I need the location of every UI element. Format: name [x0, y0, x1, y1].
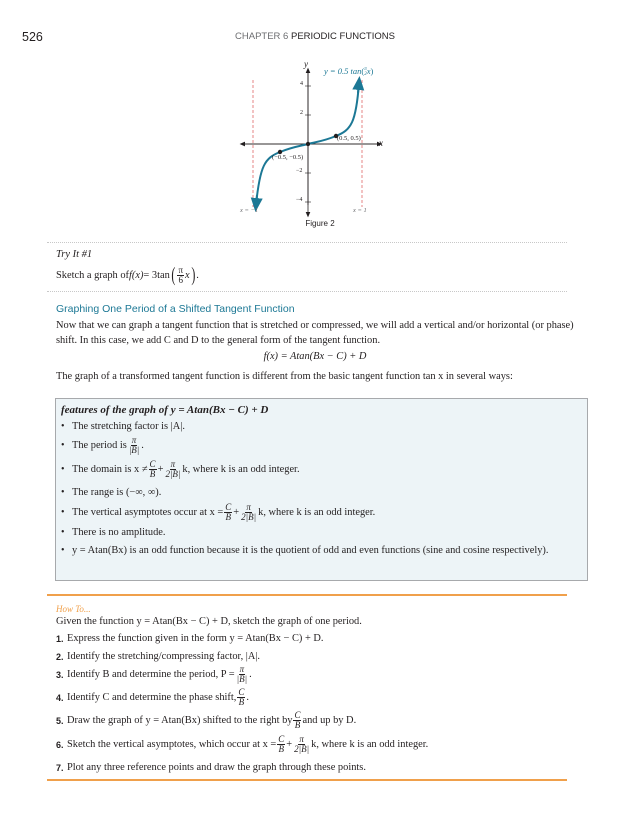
how-to-step: 2. Identify the stretching/compressing factor, |A|.	[56, 651, 261, 662]
feature-item: • The vertical asymptotes occur at x = $\frac{C}{B}$ + $\frac{\pi}{2|B|}$ k, where k is an odd integer.	[61, 502, 376, 522]
how-to-step: 1. Express the function given in the form y = Atan(Bx − C) + D.	[56, 633, 324, 644]
feature-item: • The range is (−∞, ∞).	[61, 487, 162, 498]
asymptote-left-label: x = −1	[240, 207, 259, 214]
point-pos-label: (0.5, 0.5)	[337, 135, 361, 142]
how-to-title: How To...	[56, 604, 91, 614]
y-axis-label: y	[304, 59, 308, 69]
y-tick-2: 2	[300, 110, 303, 116]
chapter-title: PERIODIC FUNCTIONS	[290, 31, 395, 42]
how-to-step: 4. Identify C and determine the phase shift, $\frac{C}{B}$ .	[56, 687, 250, 707]
intro-paragraph: Now that we can graph a tangent function that is stretched or compressed, we will add a vertical and/or horizontal (or phase) shift. In this case, we add C and D to the general form of the tangent function.	[56, 320, 574, 346]
how-to-step: 7. Plot any three reference points and draw the graph through these points.	[56, 762, 366, 773]
feature-item: • The stretching factor is |A|.	[61, 421, 185, 432]
features-box	[55, 398, 588, 581]
figure-caption: Figure 2	[305, 219, 335, 228]
feature-item: • The domain is x ≠ $\frac{C}{B}$ + $\frac{\pi}{2|B|}$ k, where k is an odd integer.	[61, 459, 300, 479]
feature-item: • There is no amplitude.	[61, 527, 166, 538]
y-tick-4: 4	[300, 81, 303, 87]
separator-bottom	[47, 291, 567, 292]
how-to-step: 5. Draw the graph of y = Atan(Bx) shifted to the right by $\frac{C}{B}$ and up by D.	[56, 710, 357, 730]
chapter-heading	[0, 31, 630, 42]
general-form-equation: f(x) = Atan(Bx − C) + D	[263, 351, 367, 362]
how-to-step: 6. Sketch the vertical asymptotes, which occur at x = $\frac{C}{B}$ + $\frac{\pi}{2|B|}$ k, where k is an odd integer.	[56, 734, 429, 754]
figure-2-graph	[220, 55, 420, 235]
try-it-title: Try It #1	[56, 249, 93, 260]
chapter-label: CHAPTER 6	[235, 31, 289, 42]
page-header	[0, 30, 630, 46]
y-tick-neg2: −2	[296, 168, 303, 174]
y-tick-neg4: −4	[296, 197, 303, 203]
feature-item: • The period is $\frac{\pi}{|B|}$ .	[61, 435, 144, 455]
page-number: 526	[22, 30, 43, 44]
point-neg-label: (−0.5, −0.5)	[272, 154, 304, 161]
feature-item: • y = Atan(Bx) is an odd function because it is the quotient of odd and even functions (sine and cosine respectively).	[61, 545, 549, 556]
separator-top	[47, 242, 567, 243]
how-to-step: 3. Identify B and determine the period, P = $\frac{\pi}{|B|}$ .	[56, 664, 252, 684]
tangent-graph-svg	[220, 55, 420, 225]
how-to-bottom-rule	[47, 779, 567, 781]
curve-label: y = 0.5 tan( π 2 x)	[324, 66, 374, 78]
how-to-top-rule	[47, 594, 567, 596]
try-it-body: Sketch a graph of f(x) = 3tan ( $\frac{\pi}{6}$ x ) .	[56, 264, 199, 286]
x-axis-label: x	[379, 138, 383, 148]
section-title: Graphing One Period of a Shifted Tangent Function	[56, 303, 295, 315]
how-to-lead: Given the function y = Atan(Bx − C) + D, sketch the graph of one period.	[56, 616, 362, 627]
transform-paragraph: The graph of a transformed tangent function is different from the basic tangent function tan x in several ways:	[56, 371, 513, 382]
features-title: features of the graph of y = Atan(Bx − C) + D	[61, 404, 269, 416]
asymptote-right-label: x = 1	[353, 207, 367, 214]
point-origin	[306, 142, 310, 146]
fraction: $\frac{\pi}{6}$	[178, 264, 183, 285]
